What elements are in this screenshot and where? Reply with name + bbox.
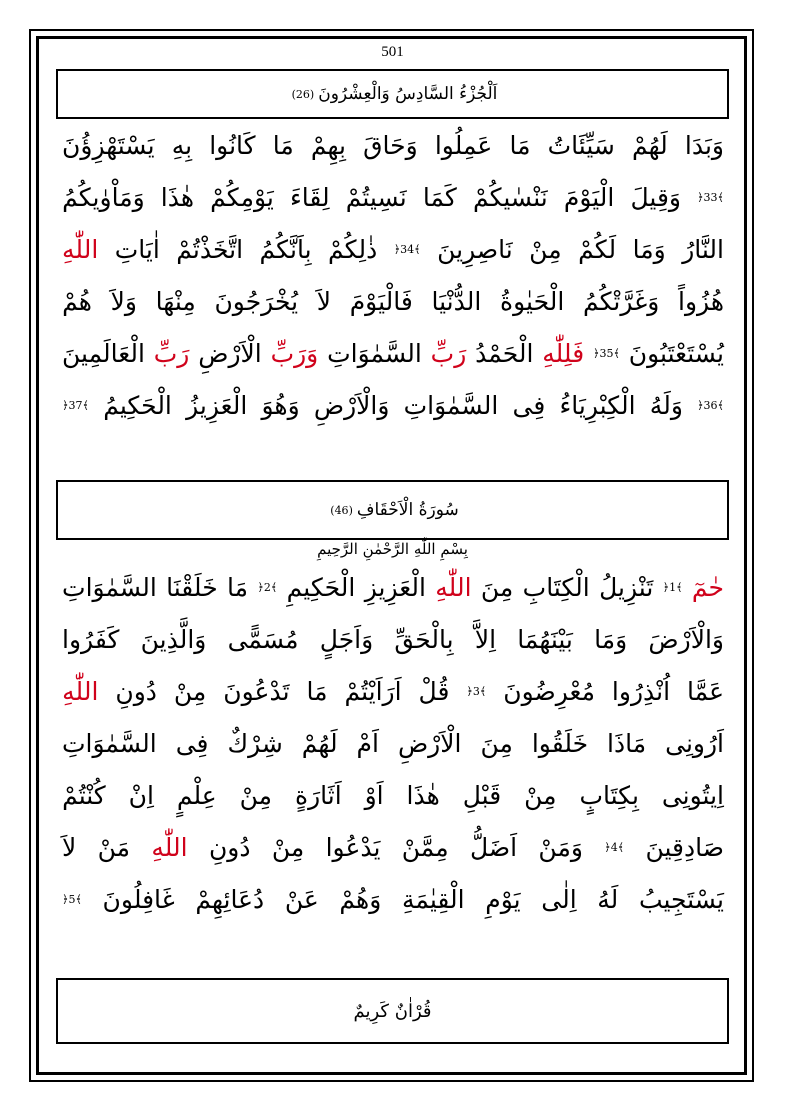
verse-word: اللّٰهِ [151,833,188,862]
surah-header [56,480,729,540]
verse-word: اَثَارَةٍ [294,781,342,810]
verse-line [62,380,724,432]
verse-word: مِمَّنْ [401,833,449,862]
verse-word: مِنْ [239,781,273,810]
verse-word: مِنَ [480,573,514,602]
verse-word: سَيِّئَاتُ [547,131,615,160]
verse-word: رَبِّ [430,339,467,368]
verse-word: نَسِيتُمْ [345,183,407,212]
verse-word: الْقِيٰمَةِ [401,885,465,914]
verse-word: اِيتُونِى [661,781,724,810]
verse-word: الْكِتَابِ [522,573,590,602]
verse-word: مُعْرِضُونَ [503,677,595,706]
verse-word: اِنْ [128,781,154,810]
verse-word: لاَ [62,833,77,862]
verse-word: صَادِقِينَ [645,833,724,862]
verse-word: عَمَّا [687,677,724,706]
verse-word: الْحَكِيمُ [103,391,172,420]
verse-word: وَمَا [632,235,666,264]
verse-word: مَاذَا [607,729,647,758]
verse-word: وَالَّذِينَ [140,625,207,654]
verse-word: مِنْ [529,235,562,264]
verse-word: الْاَرْضِ [198,339,262,368]
verse-word: وَهُوَ [261,391,300,420]
verse-word: هٰذَا [160,183,195,212]
verse-word: الدُّنْيَا [431,287,482,316]
verses-block-2 [62,562,724,926]
verse-word: وَاَجَلٍ [319,625,374,654]
basmala: بِسْمِ اللّٰهِ الرَّحْمٰنِ الرَّحِيمِ [317,540,468,558]
verse-word: وَالْاَرْضَ [648,625,724,654]
verse-word: كَمَا [422,183,457,212]
verse-word: عِلْمٍ [176,781,217,810]
verse-word: مِنْ [173,677,207,706]
verse-word: الْعَزِيزُ [186,391,248,420]
verse-word: مِنْ [271,833,305,862]
aya-number: ﴾36﴿ [697,399,724,412]
verse-line [62,276,724,328]
verse-line [62,172,724,224]
verse-word: وَلَهُ [649,391,683,420]
verse-word: هُزُواً [678,287,724,316]
verses-block-1 [62,120,724,432]
verse-word: اَرَاَيْتُمْ [344,677,402,706]
verse-word: وَقِيلَ [630,183,681,212]
verse-word: يَوْمِكُمْ [210,183,274,212]
verse-word: وَمَنْ [538,833,583,862]
verse-word: يَسْتَجِيبُ [638,885,724,914]
verse-word: الْاَرْضِ [397,729,462,758]
verse-word: كُنْتُمْ [62,781,106,810]
verse-word: خَلَقْنَا [166,573,218,602]
verse-word: مَنْ [97,833,131,862]
verse-word: قَبْلِ [462,781,502,810]
verse-line [62,120,724,172]
verse-word: اللّٰهِ [435,573,472,602]
verse-word: يَسْتَهْزِؤُنَ [62,131,155,160]
verse-word: مِنَ [480,729,513,758]
verse-word: دُونِ [208,833,251,862]
verse-word: مَا [509,131,531,160]
verse-line [62,614,724,666]
verse-word: مِنْهَا [155,287,196,316]
verse-word: النَّارُ [682,235,724,264]
verse-word: عَنْ [284,885,319,914]
verse-word: خَلَقُوا [531,729,589,758]
verse-word: مَا [306,677,328,706]
aya-number: ﴾1﴿ [662,581,683,594]
verse-word: يُسْتَعْتَبُونَ [628,339,724,368]
verse-word: وَبَدَا [684,131,724,160]
verse-word: حٰمٓ [691,573,724,602]
verse-word: الْحَكِيمِ [286,573,356,602]
verse-word: عَمِلُوا [434,131,493,160]
verse-word: فِى [175,729,209,758]
verse-line [62,874,724,926]
footer-text: قُرْاٰنٌ كَرِيمٌ [353,1000,432,1022]
verse-line [62,224,724,276]
verse-word: هٰذَا [406,781,440,810]
verse-word: تَدْعُونَ [223,677,290,706]
verse-line [62,822,724,874]
verse-word: وَمَاْوٰيكُمُ [62,183,145,212]
verse-word: ذٰلِكُمْ [328,235,378,264]
verse-word: وَلاَ [110,287,137,316]
verse-word: لَكُمْ [578,235,617,264]
aya-number: ﴾5﴿ [62,893,82,906]
verse-word: رَبِّ [153,339,190,368]
verse-word: الْعَزِيزِ [364,573,426,602]
verse-word: الْيَوْمَ [563,183,615,212]
verse-word: بِهِ [171,131,193,160]
verse-word: اللّٰهِ [62,235,99,264]
verse-word: كَفَرُوا [62,625,120,654]
aya-number: ﴾3﴿ [466,685,487,698]
verse-word: فِى [512,391,546,420]
verse-word: بِاَنَّكُمُ [259,235,312,264]
verse-word: يُخْرَجُونَ [214,287,299,316]
verse-word: لَهُمْ [631,131,668,160]
aya-number: ﴾4﴿ [604,841,625,854]
verse-word: يَدْعُوا [325,833,381,862]
verse-word: بَيْنَهُمَا [517,625,573,654]
verse-word: اِلاَّ [474,625,497,654]
verse-word: وَالْاَرْضِ [313,391,390,420]
verse-word: وَهُمْ [339,885,382,914]
verse-word: بِكِتَابٍ [579,781,639,810]
verse-word: السَّمٰوَاتِ [62,573,157,602]
verse-word: بِهِمْ [310,131,346,160]
verse-word: مُسَمًّى [227,625,299,654]
verse-word: اللّٰهِ [62,677,99,706]
verse-line [62,718,724,770]
verse-word: اَوْ [364,781,384,810]
aya-number: ﴾35﴿ [593,347,620,360]
verse-word: فَالْيَوْمَ [349,287,413,316]
verse-word: وَمَا [594,625,628,654]
juz-title: اَلْجُزْءُ السَّادِسُ وَالْعِشْرُونَ [318,84,498,104]
verse-word: يَوْمِ [485,885,521,914]
verse-line [62,770,724,822]
verse-word: السَّمٰوَاتِ [327,339,422,368]
verse-word: نَاصِرِينَ [437,235,513,264]
verse-word: لِقَاءَ [289,183,330,212]
verse-word: فَلِلّٰهِ [542,339,585,368]
aya-number: ﴾33﴿ [697,191,724,204]
aya-number: ﴾2﴿ [257,581,278,594]
verse-word: تَنْزِيلُ [599,573,654,602]
juz-header [56,69,729,119]
verse-word: لَهُ [597,885,619,914]
verse-word: غَافِلُونَ [102,885,175,914]
footer-quran-karim [56,978,729,1044]
verse-word: لَهُمْ [301,729,338,758]
verse-word: قُلْ [418,677,450,706]
verse-word: دُعَائِهِمْ [195,885,265,914]
verse-word: الْحَيٰوةُ [500,287,565,316]
verse-word: مَا [272,131,294,160]
verse-word: اُنْذِرُوا [611,677,671,706]
verse-word: بِالْحَقِّ [394,625,454,654]
verse-word: مَا [227,573,249,602]
surah-number: (46) [330,503,353,517]
verse-line [62,562,724,614]
verse-word: وَحَاقَ [363,131,418,160]
verse-word: الْعَالَمِينَ [62,339,145,368]
verse-word: مِنْ [524,781,557,810]
verse-word: وَرَبِّ [270,339,319,368]
aya-number: ﴾37﴿ [62,399,89,412]
verse-word: اَضَلُّ [469,833,518,862]
verse-word: نَنْسٰيكُمْ [472,183,548,212]
verse-word: لاَ [316,287,332,316]
verse-word: الْكِبْرِيَاءُ [559,391,636,420]
verse-line [62,666,724,718]
verse-word: كَانُوا [209,131,256,160]
surah-title: سُورَةُ الْاَحْقَافِ [356,500,459,520]
verse-word: اتَّخَذْتُمْ [176,235,244,264]
verse-word: وَغَرَّتْكُمُ [582,287,660,316]
verse-word: الْحَمْدُ [475,339,534,368]
verse-word: اٰيَاتِ [114,235,160,264]
verse-word: دُونِ [115,677,157,706]
verse-word: اَرُونِى [665,729,724,758]
verse-line [62,328,724,380]
page-number: 501 [381,44,404,60]
verse-word: اَمْ [356,729,379,758]
juz-number: (26) [291,87,315,101]
verse-word: هُمْ [62,287,92,316]
verse-word: شِرْكٌ [227,729,283,758]
verse-word: السَّمٰوَاتِ [62,729,157,758]
verse-word: اِلٰى [541,885,577,914]
aya-number: ﴾34﴿ [393,243,421,256]
verse-word: السَّمٰوَاتِ [403,391,499,420]
